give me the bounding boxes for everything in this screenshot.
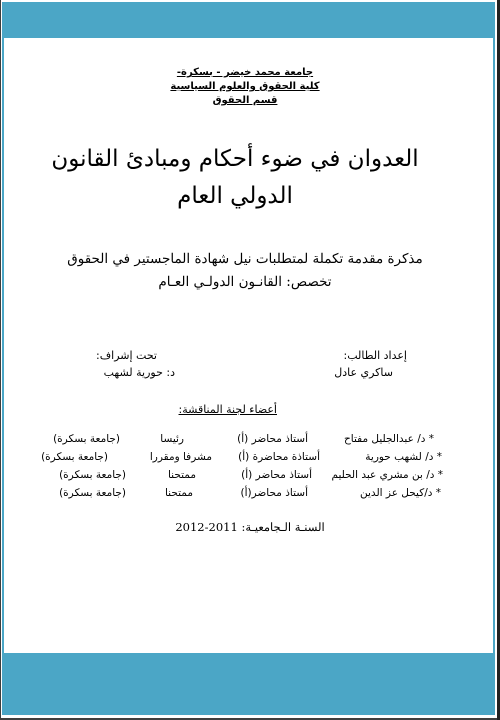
author-label: إعداد الطالب: xyxy=(343,349,407,362)
thesis-specialization: تخصص: القانـون الدولـي العـام xyxy=(158,274,332,290)
bottom-border-band xyxy=(2,653,495,715)
department-name: قسم الحقوق xyxy=(212,95,278,106)
member-affiliation: (جامعة بسكرة) xyxy=(53,433,120,445)
document-page xyxy=(1,0,497,718)
member-role: ممتحنا xyxy=(167,469,196,481)
member-role: ممتحنا xyxy=(164,487,193,499)
member-rank: أستاذ محاضر (أ) xyxy=(237,433,308,445)
author-name: ساكري عادل xyxy=(334,366,393,379)
member-role: رئيسا xyxy=(160,433,184,445)
supervisor-name: د: حورية لشهب xyxy=(103,366,175,379)
member-affiliation: (جامعة بسكرة) xyxy=(59,469,126,481)
member-affiliation: (جامعة بسكرة) xyxy=(59,487,126,499)
left-border-line xyxy=(2,38,4,653)
member-affiliation: (جامعة بسكرة) xyxy=(41,451,108,463)
member-name: * د/ عبدالجليل مفتاح xyxy=(344,433,434,445)
academic-year: السنـة الـجامعيـة: 2011-2012 xyxy=(175,520,325,534)
member-role: مشرفا ومقررا xyxy=(149,451,212,463)
member-name: * د/ لشهب حورية xyxy=(365,451,442,463)
member-rank: أستاذ محاضر (أ) xyxy=(241,469,312,481)
member-name: * د/كيحل عز الدين xyxy=(360,487,441,499)
top-border-band xyxy=(2,2,495,38)
member-rank: أستاذة محاضرة (أ) xyxy=(238,451,320,463)
thesis-title-line2: الدولي العام xyxy=(177,183,293,209)
member-rank: أستاذ محاضر(أ) xyxy=(240,487,308,499)
university-name: جامعة محمد خيضر - بسكرة- xyxy=(176,67,314,78)
faculty-name: كلية الحقوق والعلوم السياسية xyxy=(170,81,320,92)
supervisor-label: تحت إشراف: xyxy=(96,349,157,362)
member-name: * د/ بن مشري عبد الحليم xyxy=(331,469,443,481)
right-border-line xyxy=(493,38,495,653)
thesis-title-line1: العدوان في ضوء أحكام ومبادئ القانون xyxy=(51,146,419,172)
committee-label: أعضاء لجنة المناقشة: xyxy=(178,403,277,416)
thesis-subtitle: مذكرة مقدمة تكملة لمتطلبات نيل شهادة الماجستير في الحقوق xyxy=(67,251,423,267)
